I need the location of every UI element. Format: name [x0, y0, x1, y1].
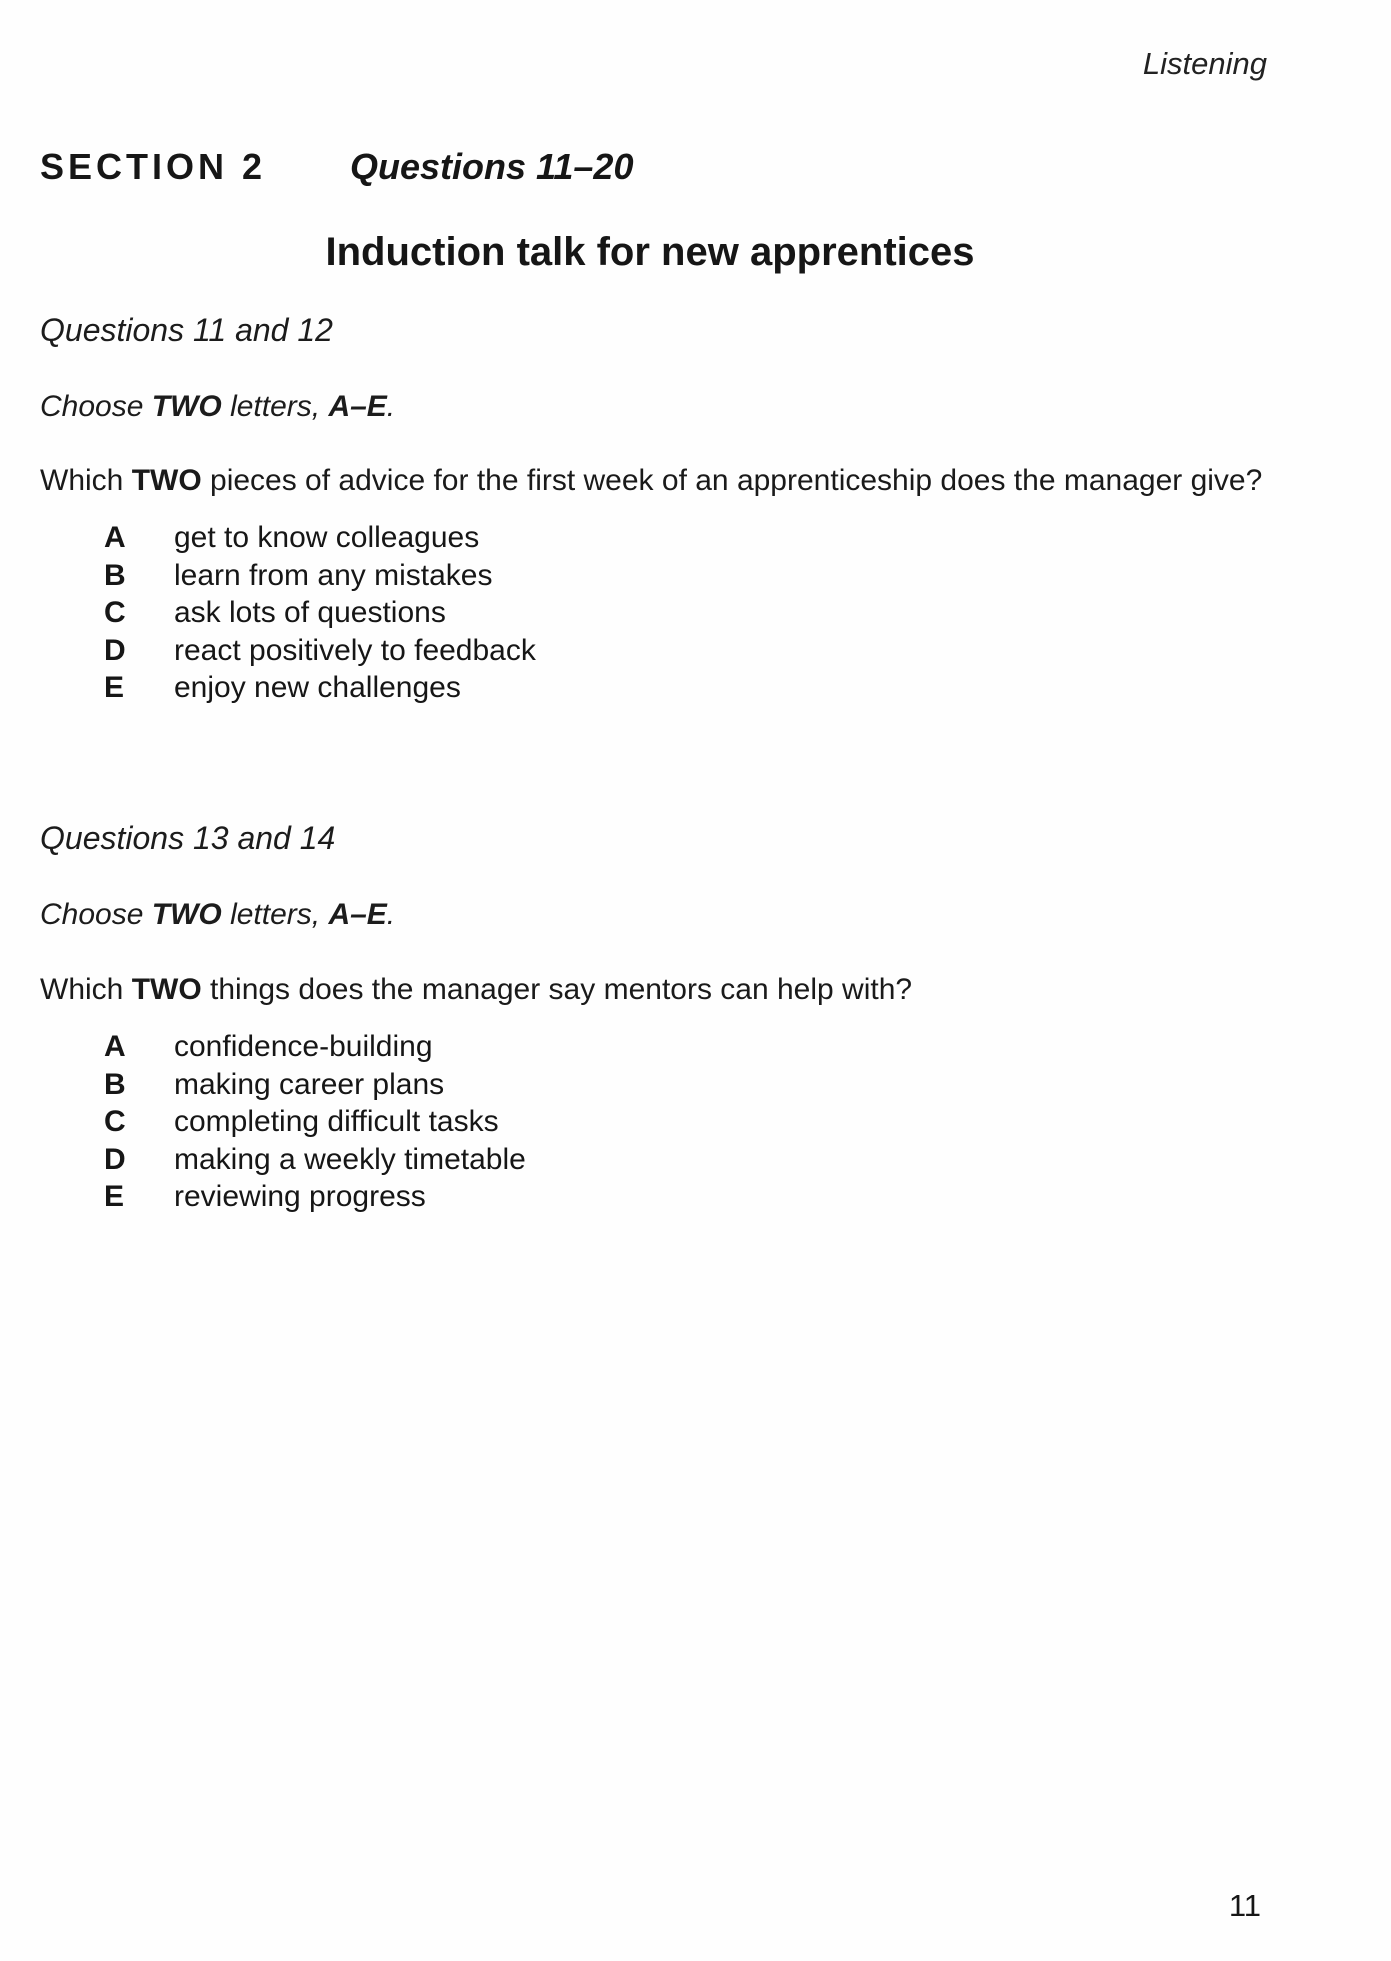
option-text: learn from any mistakes: [174, 558, 493, 592]
instruction-count: TWO: [151, 390, 222, 423]
questions-13-14-heading: Questions 13 and 14: [40, 820, 336, 856]
option-item: [104, 1103, 526, 1141]
running-header: Listening: [1142, 46, 1267, 81]
option-item: [104, 669, 536, 707]
option-item: [104, 594, 536, 632]
option-letter: E: [104, 1180, 125, 1213]
prompt-rest: things does the manager say mentors can help with?: [201, 973, 913, 1006]
option-letter: E: [104, 671, 125, 704]
instruction-suffix: .: [386, 898, 396, 931]
prompt-start: Which: [40, 464, 132, 497]
option-text: reviewing progress: [174, 1180, 426, 1213]
page-number: 11: [1228, 1888, 1261, 1923]
instruction-middle: letters,: [221, 390, 329, 423]
questions-11-12-options: [104, 519, 536, 707]
option-text: completing difficult tasks: [174, 1105, 499, 1138]
option-item: [104, 519, 536, 557]
option-letter: B: [104, 1067, 126, 1101]
prompt-start: Which: [40, 973, 132, 1006]
questions-13-14-prompt: [40, 973, 912, 1007]
section-question-range: Questions 11–20: [350, 146, 634, 187]
option-letter: A: [104, 521, 126, 554]
option-letter: B: [104, 558, 126, 592]
instruction-middle: letters,: [221, 898, 329, 931]
option-letter: C: [104, 1105, 126, 1138]
option-letter: C: [104, 596, 126, 629]
option-text: making a weekly timetable: [174, 1142, 526, 1176]
instruction-count: TWO: [151, 898, 222, 931]
section-label: SECTION 2: [40, 146, 267, 187]
instruction-prefix: Choose: [40, 898, 152, 931]
option-text: enjoy new challenges: [174, 671, 461, 704]
section-heading: [40, 146, 633, 188]
instruction-suffix: .: [386, 390, 396, 423]
option-letter: D: [104, 633, 126, 667]
option-item: [104, 557, 536, 595]
option-item: [104, 1066, 526, 1104]
questions-11-12-instruction: [40, 390, 395, 424]
option-text: ask lots of questions: [174, 596, 446, 629]
option-text: confidence-building: [174, 1030, 433, 1063]
option-text: get to know colleagues: [174, 521, 480, 554]
instruction-letter-range: A–E: [328, 390, 387, 423]
option-item: [104, 1178, 526, 1216]
questions-13-14-instruction: [40, 898, 395, 932]
option-letter: A: [104, 1030, 126, 1063]
instruction-prefix: Choose: [40, 390, 152, 423]
questions-11-12-heading: Questions 11 and 12: [40, 312, 333, 348]
prompt-emphasis: TWO: [131, 464, 202, 497]
questions-13-14-options: [104, 1028, 526, 1216]
prompt-emphasis: TWO: [131, 973, 202, 1006]
option-item: [104, 632, 536, 670]
instruction-letter-range: A–E: [328, 898, 387, 931]
prompt-rest: pieces of advice for the first week of an apprenticeship does the manager give?: [201, 464, 1263, 497]
questions-11-12-prompt: [40, 464, 1262, 498]
page-title: Induction talk for new apprentices: [325, 230, 975, 274]
option-text: react positively to feedback: [174, 633, 536, 667]
option-item: [104, 1028, 526, 1066]
option-text: making career plans: [174, 1067, 445, 1101]
option-letter: D: [104, 1142, 126, 1176]
option-item: [104, 1141, 526, 1179]
